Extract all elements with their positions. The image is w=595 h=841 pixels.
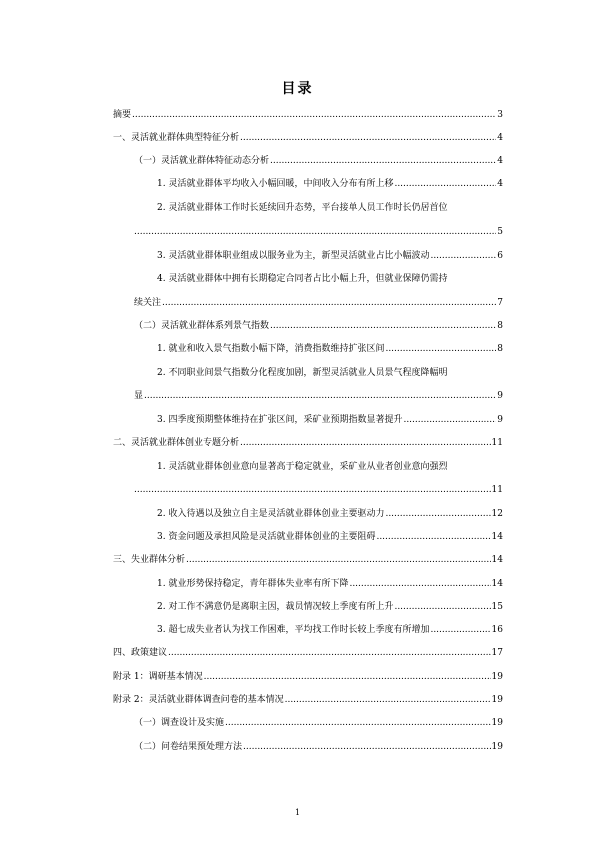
leader-dots bbox=[349, 578, 490, 590]
toc-page-number: 5 bbox=[497, 227, 503, 237]
toc-page-number: 11 bbox=[491, 438, 503, 448]
toc-entry-text: 2. 对工作不满意仍是离职主因，裁员情况较上季度有所上升 bbox=[157, 602, 394, 612]
toc-page-number: 15 bbox=[491, 602, 503, 612]
toc-entry-text: 四、政策建议 bbox=[113, 648, 168, 658]
toc-page-number: 19 bbox=[491, 718, 503, 728]
leader-dots bbox=[186, 554, 491, 566]
toc-entry-text: 3. 超七成失业者认为找工作困难，平均找工作时长较上季度有所增加 bbox=[157, 625, 430, 635]
toc-entry-text: 三、失业群体分析 bbox=[113, 555, 186, 565]
toc-entry-text: （二）问卷结果预处理方法 bbox=[134, 742, 243, 752]
toc-entry-item-1-1-1[interactable] bbox=[157, 178, 503, 190]
toc-page-number: 8 bbox=[497, 344, 503, 354]
toc-entry-item-3-2[interactable] bbox=[157, 601, 503, 613]
toc-entry-text: 3. 四季度预期整体维持在扩张区间，采矿业预期指数显著提升 bbox=[157, 415, 403, 425]
leader-dots bbox=[394, 601, 490, 613]
toc-page-number: 12 bbox=[491, 509, 503, 519]
toc-entry-text: 附录 1：调研基本情况 bbox=[113, 672, 203, 682]
page-footer-number: 1 bbox=[294, 808, 301, 817]
toc-page-number: 6 bbox=[497, 251, 503, 261]
leader-dots bbox=[144, 390, 496, 402]
toc-page-number: 4 bbox=[497, 179, 503, 189]
leader-dots bbox=[385, 343, 496, 355]
toc-entry-abstract[interactable] bbox=[113, 109, 503, 121]
toc-entry-item-1-1-4-line2[interactable] bbox=[134, 297, 503, 309]
toc-page-number: 9 bbox=[497, 415, 503, 425]
toc-entry-text: 2. 收入待遇以及独立自主是灵活就业群体创业主要驱动力 bbox=[157, 509, 385, 519]
toc-page-number: 9 bbox=[497, 391, 503, 401]
toc-page-number: 11 bbox=[491, 485, 503, 495]
toc-entry-item-3-3[interactable] bbox=[157, 624, 503, 636]
leader-dots bbox=[134, 226, 496, 238]
leader-dots bbox=[270, 155, 496, 167]
toc-entry-item-1-2-2-line1[interactable]: 2. 不同职业间景气指数分化程度加剧，新型灵活就业人员景气程度降幅明 bbox=[157, 368, 448, 378]
toc-entry-item-1-1-3[interactable] bbox=[157, 250, 503, 262]
toc-entry-text: 摘要 bbox=[113, 110, 132, 120]
toc-entry-item-2-3[interactable] bbox=[157, 531, 503, 543]
leader-dots bbox=[403, 414, 496, 426]
toc-entry-item-1-2-1[interactable] bbox=[157, 343, 503, 355]
toc-page-number: 14 bbox=[491, 579, 503, 589]
toc-page-number: 17 bbox=[491, 648, 503, 658]
leader-dots bbox=[430, 624, 490, 636]
leader-dots bbox=[270, 320, 496, 332]
toc-page-number: 7 bbox=[497, 298, 503, 308]
toc-entry-item-2-1-line2[interactable] bbox=[134, 484, 503, 496]
toc-entry-appendix-2-1[interactable] bbox=[134, 717, 503, 729]
toc-entry-text: 1. 灵活就业群体平均收入小幅回暖，中间收入分布有所上移 bbox=[157, 179, 394, 189]
page-title: 目录 bbox=[281, 81, 314, 97]
toc-entry-section-4[interactable] bbox=[113, 647, 503, 659]
leader-dots bbox=[243, 741, 491, 753]
leader-dots bbox=[225, 717, 491, 729]
leader-dots bbox=[430, 250, 496, 262]
toc-entry-item-1-1-2-line1[interactable]: 2. 灵活就业群体工作时长延续回升态势，平台接单人员工作时长仍居首位 bbox=[157, 203, 448, 213]
leader-dots bbox=[134, 484, 491, 496]
leader-dots bbox=[394, 178, 496, 190]
toc-entry-item-3-1[interactable] bbox=[157, 578, 503, 590]
toc-entry-item-1-1-2-line2[interactable] bbox=[134, 226, 503, 238]
toc-page-number: 3 bbox=[497, 110, 503, 120]
toc-entry-text: 1. 就业形势保持稳定，青年群体失业率有所下降 bbox=[157, 579, 349, 589]
toc-page-number: 16 bbox=[491, 625, 503, 635]
toc-entry-appendix-1[interactable] bbox=[113, 671, 503, 683]
toc-entry-section-1[interactable] bbox=[113, 132, 503, 144]
leader-dots bbox=[168, 647, 491, 659]
toc-entry-item-1-2-3[interactable] bbox=[157, 414, 503, 426]
leader-dots bbox=[240, 437, 491, 449]
toc-entry-section-3[interactable] bbox=[113, 554, 503, 566]
toc-entry-item-2-2[interactable] bbox=[157, 508, 503, 520]
leader-dots bbox=[385, 508, 490, 520]
toc-entry-text: 3. 资金问题及承担风险是灵活就业群体创业的主要阻碍 bbox=[157, 532, 376, 542]
toc-entry-text: 续关注 bbox=[134, 298, 162, 308]
toc-page-number: 19 bbox=[491, 742, 503, 752]
toc-entry-subsection-1-1[interactable] bbox=[134, 155, 503, 167]
toc-page-number: 19 bbox=[491, 672, 503, 682]
toc-entry-text: 1. 就业和收入景气指数小幅下降，消费指数维持扩张区间 bbox=[157, 344, 385, 354]
toc-entry-text: （二）灵活就业群体系列景气指数 bbox=[134, 321, 270, 331]
leader-dots bbox=[204, 671, 491, 683]
toc-entry-text: 一、灵活就业群体典型特征分析 bbox=[113, 133, 240, 143]
toc-entry-text: （一）调查设计及实施 bbox=[134, 718, 225, 728]
toc-entry-text: 附录 2：灵活就业群体调查问卷的基本情况 bbox=[113, 695, 284, 705]
toc-entry-item-1-2-2-line2[interactable] bbox=[134, 390, 503, 402]
toc-entry-appendix-2[interactable] bbox=[113, 694, 503, 706]
toc-entry-subsection-1-2[interactable] bbox=[134, 320, 503, 332]
toc-page-number: 4 bbox=[497, 156, 503, 166]
toc-entry-item-2-1-line1[interactable]: 1. 灵活就业群体创业意向显著高于稳定就业，采矿业从业者创业意向强烈 bbox=[157, 462, 448, 472]
toc-page-number: 4 bbox=[497, 133, 503, 143]
toc-entry-text: （一）灵活就业群体特征动态分析 bbox=[134, 156, 270, 166]
toc-entry-item-1-1-4-line1[interactable]: 4. 灵活就业群体中拥有长期稳定合同者占比小幅上升，但就业保障仍需持 bbox=[157, 274, 448, 284]
leader-dots bbox=[285, 694, 491, 706]
toc-entry-text: 显 bbox=[134, 391, 144, 401]
toc-entry-text: 3. 灵活就业群体职业组成以服务业为主，新型灵活就业占比小幅波动 bbox=[157, 251, 430, 261]
toc-page-number: 19 bbox=[491, 695, 503, 705]
toc-entry-appendix-2-2[interactable] bbox=[134, 741, 503, 753]
toc-page-number: 14 bbox=[491, 555, 503, 565]
leader-dots bbox=[162, 297, 496, 309]
leader-dots bbox=[132, 109, 496, 121]
leader-dots bbox=[240, 132, 496, 144]
toc-entry-text: 二、灵活就业群体创业专题分析 bbox=[113, 438, 240, 448]
leader-dots bbox=[376, 531, 490, 543]
toc-page-number: 8 bbox=[497, 321, 503, 331]
toc-page-number: 14 bbox=[491, 532, 503, 542]
toc-entry-section-2[interactable] bbox=[113, 437, 503, 449]
